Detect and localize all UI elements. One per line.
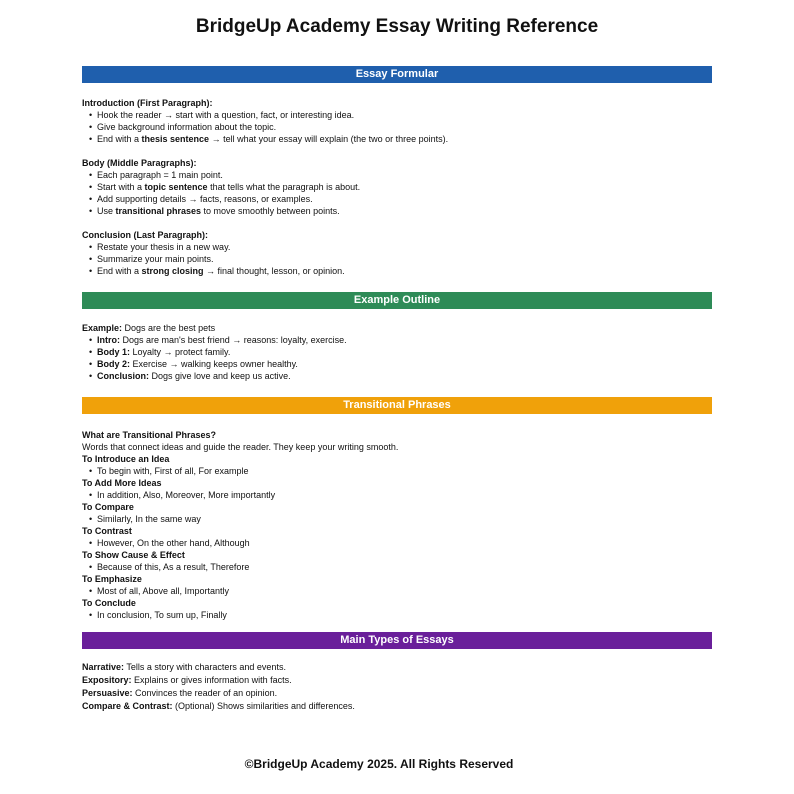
list-item: • End with a thesis sentence → tell what your essay will explain (the two or three points).: [82, 133, 712, 145]
list-item: • In conclusion, To sum up, Finally: [82, 609, 712, 621]
section-header-main-types: Main Types of Essays: [82, 632, 712, 649]
list-item: • In addition, Also, Moreover, More importantly: [82, 489, 712, 501]
essay-type-item: Persuasive: Convinces the reader of an opinion.: [82, 688, 278, 698]
transitions-description: Words that connect ideas and guide the reader. They keep your writing smooth.: [82, 442, 399, 452]
list-item: • Use transitional phrases to move smoothly between points.: [82, 205, 712, 217]
list-item: • Start with a topic sentence that tells what the paragraph is about.: [82, 181, 712, 193]
essay-formular-section: [82, 97, 712, 277]
group-heading: To Contrast: [82, 526, 132, 536]
outline-list: [82, 334, 712, 382]
list-item: • To begin with, First of all, For example: [82, 465, 712, 477]
body-list: [82, 169, 712, 217]
section-header-transitional-phrases: Transitional Phrases: [82, 397, 712, 414]
conclusion-list: [82, 241, 712, 277]
intro-list: [82, 109, 712, 145]
list-item: • Conclusion: Dogs give love and keep us active.: [82, 370, 712, 382]
list-item: • Most of all, Above all, Importantly: [82, 585, 712, 597]
list-item: • Similarly, In the same way: [82, 513, 712, 525]
conclusion-heading: Conclusion (Last Paragraph):: [82, 230, 209, 240]
list-item: • Because of this, As a result, Therefore: [82, 561, 712, 573]
section-header-essay-formular: Essay Formular: [82, 66, 712, 83]
intro-heading: Introduction (First Paragraph):: [82, 98, 213, 108]
page-title: BridgeUp Academy Essay Writing Reference: [195, 16, 599, 37]
list-item: • Body 2: Exercise → walking keeps owner healthy.: [82, 358, 712, 370]
group-heading: To Compare: [82, 502, 134, 512]
essay-type-item: Narrative: Tells a story with characters and events.: [82, 662, 286, 672]
body-heading: Body (Middle Paragraphs):: [82, 158, 197, 168]
transitional-phrases-section: [82, 429, 712, 621]
example-outline-section: [82, 322, 712, 382]
list-item: • Each paragraph = 1 main point.: [82, 169, 712, 181]
footer-copyright: ©BridgeUp Academy 2025. All Rights Reserved: [244, 757, 514, 771]
list-item: • Summarize your main points.: [82, 253, 712, 265]
essay-type-item: Compare & Contrast: (Optional) Shows similarities and differences.: [82, 701, 355, 711]
list-item: • Body 1: Loyalty → protect family.: [82, 346, 712, 358]
list-item: • Give background information about the topic.: [82, 121, 712, 133]
transitions-question: What are Transitional Phrases?: [82, 430, 217, 440]
group-heading: To Conclude: [82, 598, 136, 608]
group-heading: To Introduce an Idea: [82, 454, 170, 464]
main-types-section: [82, 661, 712, 713]
group-heading: To Add More Ideas: [82, 478, 162, 488]
list-item: • Add supporting details → facts, reasons, or examples.: [82, 193, 712, 205]
list-item: • Restate your thesis in a new way.: [82, 241, 712, 253]
section-header-example-outline: Example Outline: [82, 292, 712, 309]
list-item: • Hook the reader → start with a question, fact, or interesting idea.: [82, 109, 712, 121]
list-item: • Intro: Dogs are man's best friend → reasons: loyalty, exercise.: [82, 334, 712, 346]
list-item: • End with a strong closing → final thought, lesson, or opinion.: [82, 265, 712, 277]
essay-type-item: Expository: Explains or gives information with facts.: [82, 675, 292, 685]
group-heading: To Emphasize: [82, 574, 142, 584]
example-line: Example: Dogs are the best pets: [82, 323, 216, 333]
list-item: • However, On the other hand, Although: [82, 537, 712, 549]
group-heading: To Show Cause & Effect: [82, 550, 185, 560]
